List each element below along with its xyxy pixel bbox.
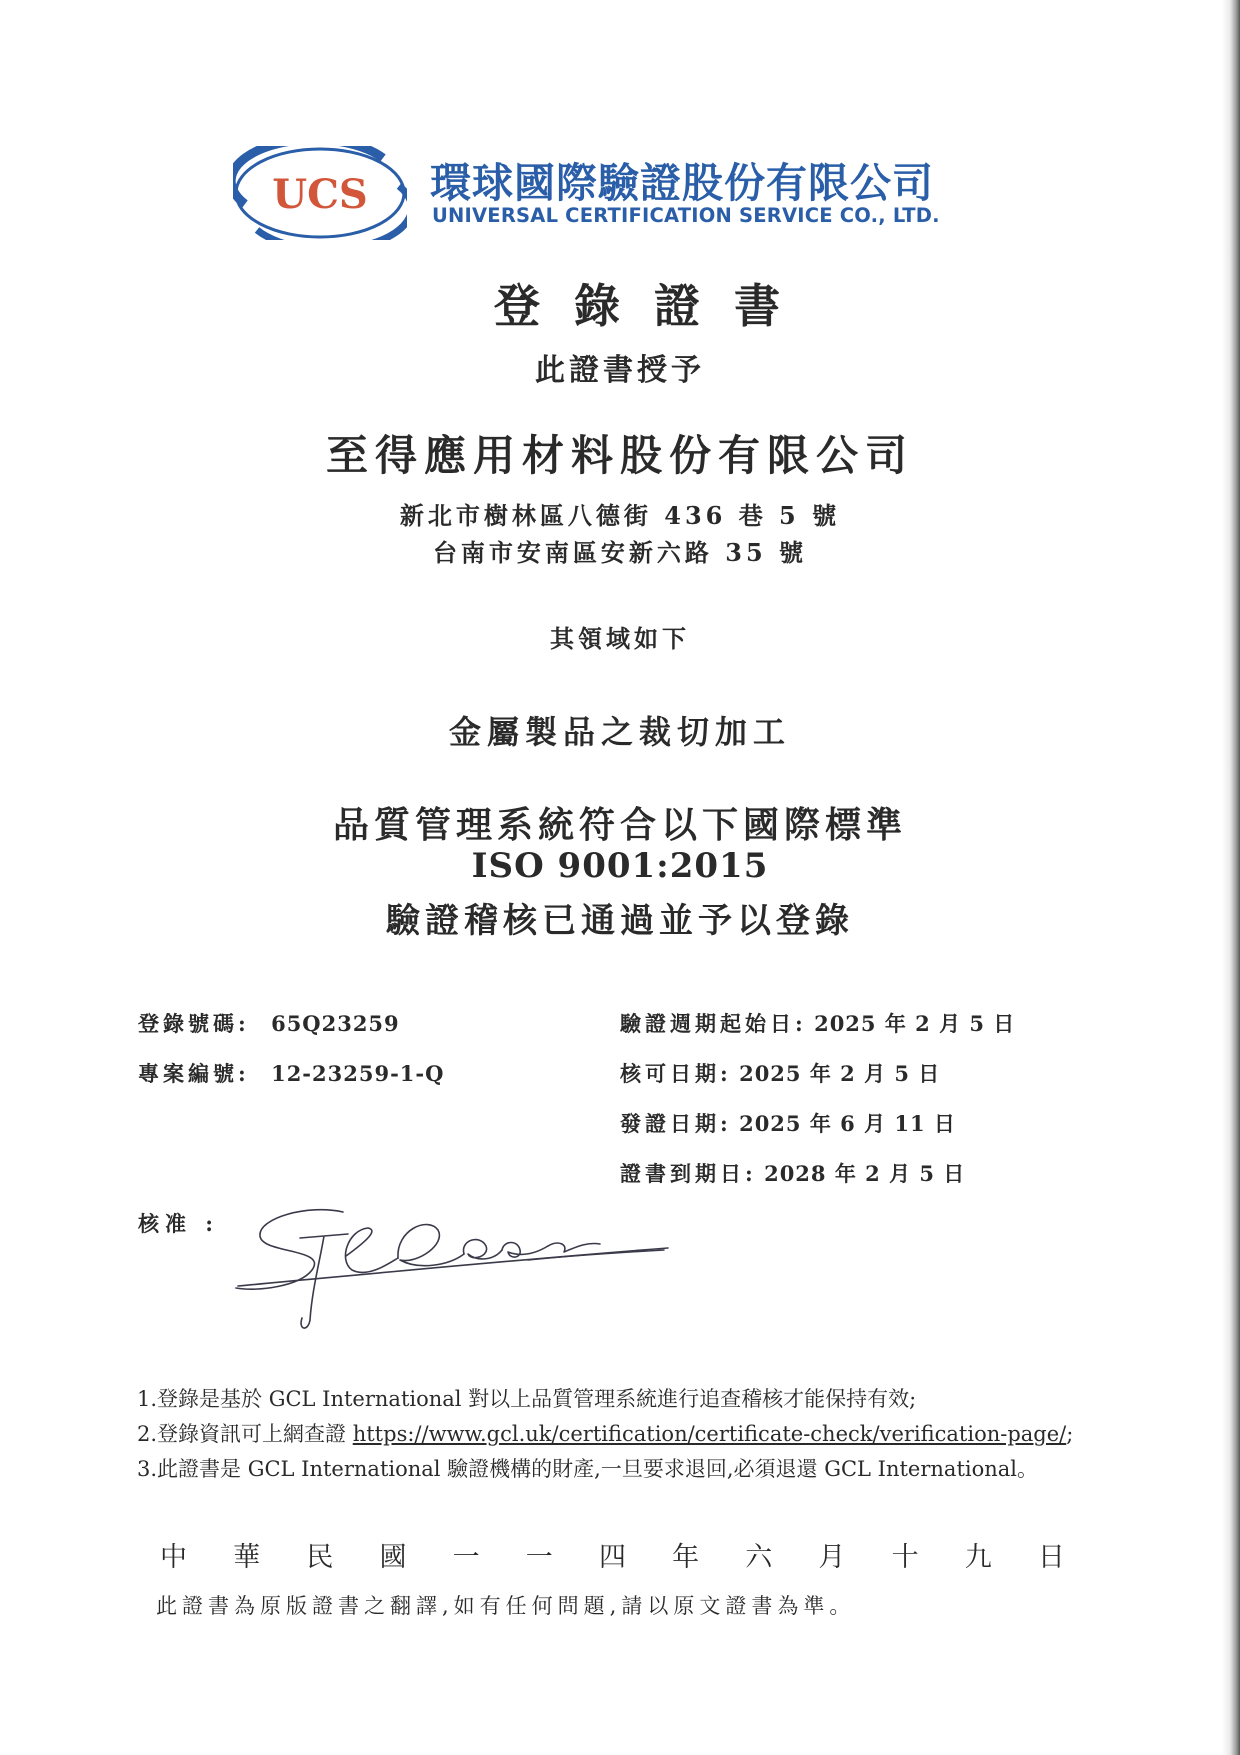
expiry-date-label: 證書到期日: [620,1161,757,1186]
expiry-date-field [620,1158,965,1188]
issue-date-label: 發證日期: [620,1111,732,1136]
date-char: 六 [745,1542,773,1573]
company-logo-name-en: UNIVERSAL CERTIFICATION SERVICE CO., LTD. [432,204,940,227]
issue-date-value: 2025 年 6 月 11 日 [739,1111,956,1136]
roc-date-row [160,1535,1065,1574]
project-number-value: 12-23259-1-Q [271,1061,445,1086]
registration-number-field [138,1008,400,1038]
signature-icon [228,1200,678,1340]
note-line [137,1418,1073,1448]
company-name: 至得應用材料股份有限公司 [325,431,914,480]
date-char: 民 [306,1542,334,1573]
date-char: 四 [598,1542,626,1573]
date-char: 華 [233,1542,261,1573]
logo-badge-text: UCS [272,171,368,218]
standard-statement: 品質管理系統符合以下國際標準 [332,804,907,846]
date-char: 中 [160,1542,187,1573]
cycle-start-label: 驗證週期起始日: [620,1011,807,1036]
granted-to-line: 此證書授予 [535,353,705,388]
company-logo-name-cn: 環球國際驗證股份有限公司 [430,159,934,207]
note-prefix: 2.登錄資訊可上網查證 [137,1422,353,1446]
cycle-start-field [620,1008,1015,1038]
address-line: 台南市安南區安新六路 35 號 [432,538,808,567]
issue-date-field [620,1108,956,1138]
standard-name: ISO 9001:2015 [471,846,769,886]
scope-text: 金屬製品之裁切加工 [448,713,791,751]
approval-date-field [620,1058,940,1088]
approval-label: 核准 : [138,1211,220,1236]
registration-number-label: 登錄號碼: [138,1011,250,1036]
cycle-start-value: 2025 年 2 月 5 日 [814,1011,1016,1036]
note-line: 3.此證書是 GCL International 驗證機構的財產,一旦要求退回,必須退還 GCL International。 [137,1457,1038,1481]
registration-statement: 驗證稽核已通過並予以登錄 [386,901,854,941]
translation-disclaimer: 此證書為原版證書之翻譯,如有任何問題,請以原文證書為準。 [156,1594,856,1618]
expiry-date-value: 2028 年 2 月 5 日 [764,1161,966,1186]
approval-date-value: 2025 年 2 月 5 日 [739,1061,941,1086]
note-suffix: ; [1066,1422,1074,1446]
scope-label: 其領域如下 [550,624,690,653]
registration-number-value: 65Q23259 [271,1011,400,1036]
date-char: 九 [964,1542,992,1573]
date-char: 十 [891,1542,919,1573]
date-char: 年 [672,1542,700,1573]
certificate-title: 登錄證書 [494,279,814,333]
date-char: 國 [379,1542,407,1573]
address-line: 新北市樹林區八德街 436 巷 5 號 [399,501,841,530]
date-char: 一 [525,1542,553,1573]
date-char: 一 [452,1542,480,1573]
verification-link[interactable]: https://www.gcl.uk/certification/certificate-check/verification-page/ [352,1422,1067,1446]
ucs-logo-icon [233,146,407,240]
project-number-label: 專案編號: [138,1061,250,1086]
date-char: 日 [1037,1542,1065,1573]
project-number-field [138,1058,444,1088]
note-line: 1.登錄是基於 GCL International 對以上品質管理系統進行追查稽核才能保持有效; [137,1387,917,1411]
date-char: 月 [818,1542,846,1573]
approval-date-label: 核可日期: [620,1061,732,1086]
